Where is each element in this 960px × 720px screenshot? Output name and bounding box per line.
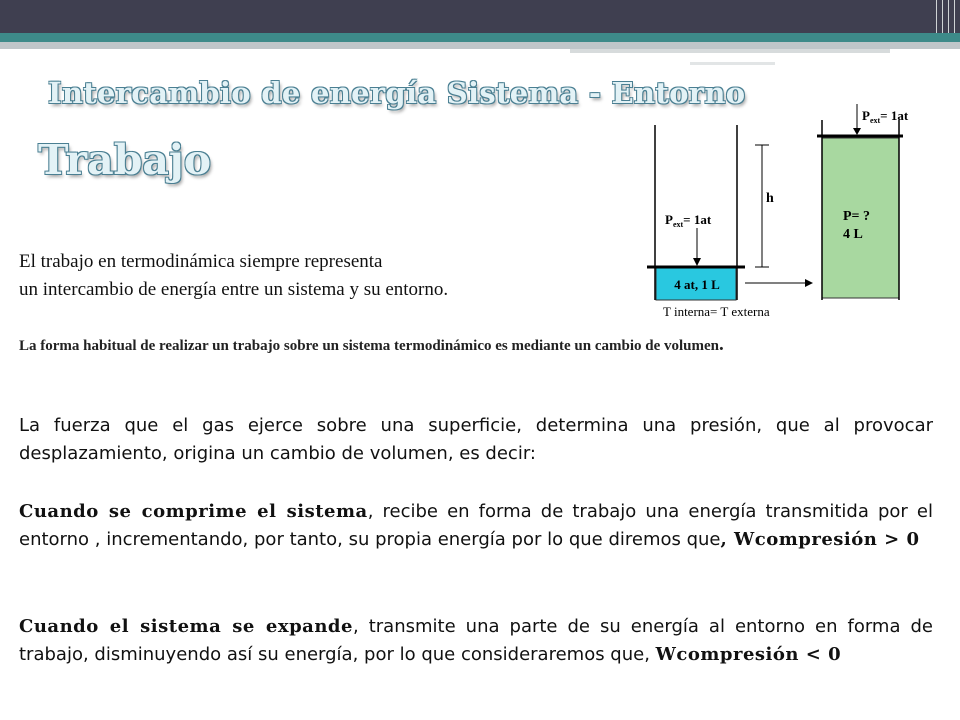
- intro-line-2: un intercambio de energía entre un sistema y su entorno.: [19, 279, 449, 300]
- header-corner-lines: [930, 0, 960, 33]
- right-pext-label: $P_{ext}= 1at$: [862, 108, 909, 125]
- left-gas-label: 4 at, 1 L: [674, 277, 720, 292]
- header-line: [570, 49, 890, 53]
- left-pext-label: $P_{ext}= 1at$: [665, 212, 712, 229]
- header-shadow-bar: [0, 42, 960, 49]
- intro-text: [19, 248, 639, 304]
- right-volume-label: 4 L: [843, 227, 863, 242]
- force-paragraph: La fuerza que el gas ejerce sobre una superficie, determina una presión, que al provocar desplazamiento, origina un cambio de volumen, es decir:: [19, 415, 933, 464]
- compression-result: , Wcompresión > 0: [720, 529, 920, 550]
- expansion-text: , transmite una parte de su energía al entorno en forma de trabajo, disminuyendo así su energía, por lo que consideraremos que,: [19, 616, 934, 665]
- left-pext-arrowhead: [693, 258, 701, 266]
- right-pext-arrowhead: [853, 128, 861, 135]
- compression-paragraph: [19, 498, 933, 554]
- transition-arrowhead: [805, 279, 813, 287]
- piston-diagram: [645, 100, 960, 322]
- header-bar: [0, 0, 960, 33]
- expansion-result: Wcompresión < 0: [655, 644, 842, 665]
- slide-title: Intercambio de energía Sistema - Entorno: [48, 76, 746, 110]
- work-definition: [19, 330, 933, 361]
- slide-subtitle: Trabajo: [38, 136, 212, 184]
- expansion-lead: Cuando el sistema se expande: [19, 616, 353, 637]
- header-accent-bar: [0, 33, 960, 42]
- header-line-short: [690, 62, 775, 65]
- intro-line-1: El trabajo en termodinámica siempre representa: [19, 251, 383, 272]
- expansion-paragraph: [19, 613, 933, 669]
- right-pressure-label: P= ?: [843, 209, 871, 224]
- work-definition-text: La forma habitual de realizar un trabajo sobre un sistema termodinámico es mediante un cambio de volumen: [19, 338, 719, 354]
- compression-text: , recibe en forma de trabajo una energía transmitida por el entorno , incrementando, por tanto, su propia energía por lo que diremos que: [19, 501, 933, 550]
- compression-lead: Cuando se comprime el sistema: [19, 501, 368, 522]
- height-label: h: [766, 191, 774, 206]
- temperature-label: T interna= T externa: [663, 304, 770, 319]
- work-definition-period: .: [719, 334, 724, 355]
